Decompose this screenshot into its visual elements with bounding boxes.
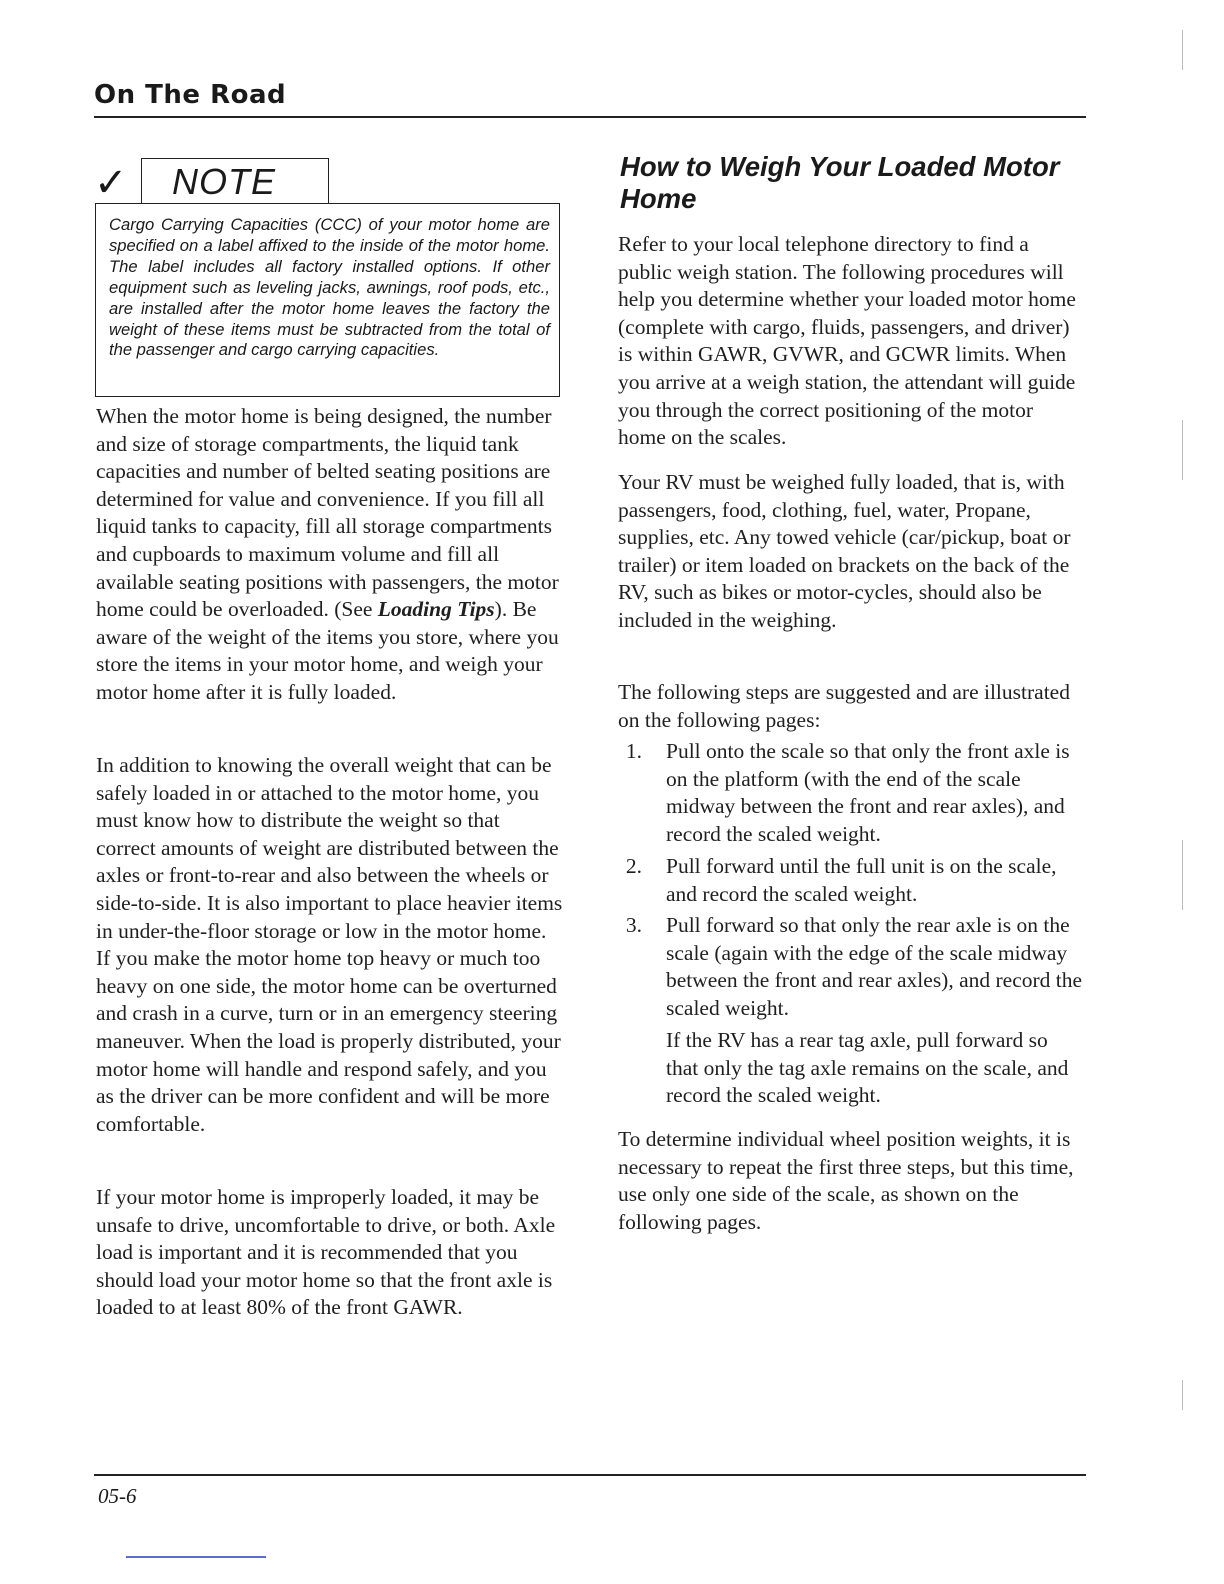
page-number: 05-6 [98,1484,137,1508]
note-text: Cargo Carrying Capacities (CCC) of your motor home are specified on a label affixed to the inside of the motor home. The label includes all factory installed options. If other equipment such as leveling jacks, awnings, roof pods, etc., are installed after the motor home leaves the factory the weight of these items must be subtracted from the total of the passenger and cargo carrying capacities. [109,215,550,360]
step-3-extra-text: If the RV has a rear tag axle, pull forward so that only the tag axle remains on the scale, and record the scaled weight. [666,1028,1069,1108]
weigh-heading: How to Weigh Your Loaded Motor Home [620,151,1060,214]
scan-edge-mark [1182,1380,1183,1410]
scan-edge-mark [1182,420,1183,480]
loading-tips-reference: Loading Tips [377,597,495,622]
scan-edge-mark [1182,30,1183,70]
header-rule [94,116,1086,118]
right-paragraph-1: Refer to your local telephone directory to find a public weigh station. The following procedures will help you determine whether your loaded motor home (complete with cargo, fluids, passengers, and driver) is within GAWR, GVWR, and GCWR limits. When you arrive at a weigh station, the attendant will guide you through the correct positioning of the motor home on the scales. [618,232,1076,450]
right-paragraph-4: To determine individual wheel position weights, it is necessary to repeat the first three steps, but this time, use only one side of the scale, as shown on the following pages. [618,1127,1074,1234]
checkmark-icon: ✓ [94,160,128,206]
step-text: Pull forward so that only the rear axle is on the scale (again with the edge of the scale midway between the front and rear axles), and record the scaled weight. [666,913,1083,1020]
right-paragraph-2: Your RV must be weighed fully loaded, that is, with passengers, food, clothing, fuel, water, Propane, supplies, etc. Any towed vehicle (car/pickup, boat or trailer) or item loaded on brackets on the back of the RV, such as bikes or motor-cycles, should also be included in the weighing. [618,470,1071,632]
note-label: NOTE [172,161,277,202]
note-label-box [141,158,329,204]
left-paragraph-1-text-b: ). Be aware of the weight of the items you store, where you store the items in your motor home, and weigh your motor home after it is fully loaded. [96,597,559,704]
left-paragraph-1 [96,403,564,707]
step-text: Pull forward until the full unit is on the scale, and record the scaled weight. [666,854,1057,906]
left-paragraph-1-text-a: When the motor home is being designed, the number and size of storage compartments, the liquid tank capacities and number of belted seating positions are determined for value and convenience. If you fill all liquid tanks to capacity, fill all storage compartments and cupboards to maximum volume and fill all available seating positions with passengers, the motor home could be overloaded. (See [96,404,559,622]
step-text: Pull onto the scale so that only the front axle is on the platform (with the end of the scale midway between the front and rear axles), and record the scaled weight. [666,739,1070,846]
scan-edge-mark [1182,840,1183,910]
footer-rule [94,1474,1086,1476]
section-title: On The Road [94,80,287,110]
left-paragraph-3: If your motor home is improperly loaded, it may be unsafe to drive, uncomfortable to drive, or both. Axle load is important and it is recommended that you should load your motor home so that the front axle is loaded to at least 80% of the front GAWR. [96,1185,556,1320]
note-box [95,203,560,397]
step-number: 3. [625,913,642,937]
right-paragraph-3: The following steps are suggested and are illustrated on the following pages: [618,680,1070,732]
step-number: 2. [625,854,642,878]
scan-artifact-line [126,1556,266,1558]
step-number: 1. [625,739,642,763]
left-paragraph-2: In addition to knowing the overall weight that can be safely loaded in or attached to the motor home, you must know how to distribute the weight so that correct amounts of weight are distributed between the axles or front-to-rear and also between the wheels or side-to-side. It is also important to place heavier items in under-the-floor storage or low in the motor home. If you make the motor home top heavy or much too heavy on one side, the motor home can be overturned and crash in a curve, turn or in an emergency steering maneuver. When the load is properly distributed, your motor home will handle and respond safely, and you as the driver can be more confident and will be more comfortable. [96,753,563,1136]
